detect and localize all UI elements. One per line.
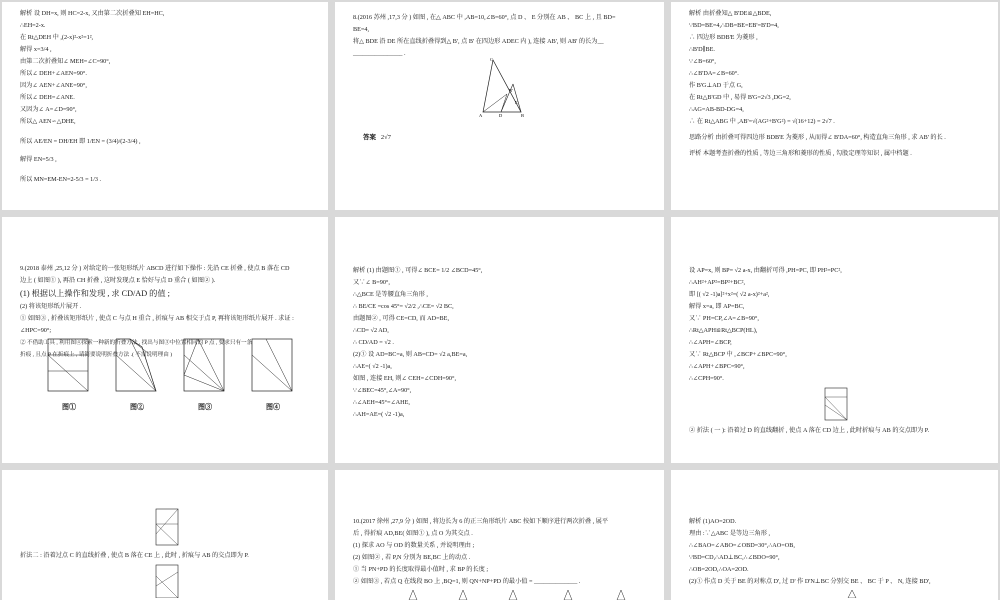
solution-line: ∴ 四边形 BDB'E 为菱形 , [689,34,758,41]
rectangle-figure [817,385,857,425]
analysis-line: 思路分析 由折叠可得四边形 BDB'E 为菱形 , 从而得∠ B'DA=60°, 构造直角三角形 , 求 AB' 的长 . [689,134,946,141]
solution-line: 理由 :∵△ABC 是等边三角形 , [689,530,771,537]
solution-line: ∵∠BEC=45°,∠A=90°, [353,387,412,394]
solution-line: 解析 由折叠知△ B'DE≌△BDE, [689,10,772,17]
question-line: (1) 根据以上操作和发现 , 求 CD/AD 的值 ; [20,289,170,298]
figure-caption: 图① [62,403,76,411]
solution-line: 所以 AE/EN = DH/EH 即 1/EN = (3/4)/(2-3/4) , [20,138,141,145]
solution-line: ∴ 在 Rt△ABG 中 ,AB'=√(AG²+B'G²) = √(16+12) = 2√7 . [689,118,835,125]
fig-label: A [479,113,483,118]
fig-label: D [499,113,503,118]
question-line: BE=4, [353,26,370,33]
method-note: 折法二 : 沿着过点 C 的直线折叠 , 使点 B 落在 CE 上 , 此时 , 折痕与 AB 的交点即为 P. [20,552,249,559]
solution-line: (2)① 作点 D 关于 BE 的对称点 D', 过 D' 作 D'N⊥BC 分别交 BE 、 BC 于 P 、 N, 连接 BD', [689,578,931,585]
solution-line: 又∵ PH=CP,∠A=∠B=90°, [689,315,759,322]
question-line: ① 当 PN+PD 的长度取得最小值时 , 求 BP 的长度 ; [353,566,489,573]
solution-line: ∴∠B'DA=∠B=60°. [689,70,739,77]
solution-line: 又∵ Rt△BCP 中 ,∠BCP+∠BPC=90°, [689,351,787,358]
page-thumbnail-2[interactable] [335,2,664,210]
page-thumbnail-4[interactable] [2,217,328,463]
solution-line: 所以∠ DEH=∠ANE. [20,94,75,101]
rectangle-figure [44,335,94,397]
solution-line: 设 AP=x, 则 BP= √2 a-x, 由翻折可得 ,PH=PC, 即 PH²=PC², [689,267,842,274]
triangle-figures-row [373,588,663,600]
triangle-figure [837,588,867,598]
solution-line: 由第二次折叠知∠ MEH=∠C=90°, [20,58,111,65]
solution-line: ∴∠APH=∠BCP, [689,339,732,346]
fig-label: B' [509,88,513,93]
rectangle-figure [148,506,188,550]
comment-line: 评析 本题考查折叠的性质 , 等边三角形和菱形的性质 , 勾股定理等知识 , 属中档题 . [689,150,912,157]
question-line: 后 , 得折痕 AD,BE( 如图① ), 点 O 为其交点 . [353,530,473,537]
solution-line: (2)① 设 AD=BC=a, 则 AB=CD= √2 a,BE=a, [353,351,468,358]
answer-label: 答案 [363,134,376,141]
solution-line: ∴△BCE 是等腰直角三角形 , [353,291,428,298]
page-thumbnail-3[interactable] [671,2,998,210]
solution-line: 所以△ AEN∽△DHE, [20,118,76,125]
solution-line: ∵BD=BE=4,∴DB=BE=EB'=B'D=4, [689,22,779,29]
question-line: ∠HPC=90°; [20,327,52,334]
solution-line: ∵∠B=60°, [689,58,716,65]
question-line: 9.(2018 泰州 ,25,12 分 ) 对给定的一张矩形纸片 ABCD 进行如下操作 : 先沿 CE 折叠 , 使点 B 落在 CD [20,265,290,272]
solution-line: ∴AH²+AP²=BP²+BC², [689,279,746,286]
solution-line: ∴OB=2OD,∴OA=2OD. [689,566,749,573]
question-line: ① 如图③ , 折叠该矩形纸片 , 使点 C 与点 H 重合 , 折痕与 AB 相交于点 P, 再将该矩形纸片展开 . 求证 : [20,315,294,322]
solution-line: 解得 x=3/4 , [20,46,52,53]
figure-3 [180,335,230,412]
question-line: 边上 ( 如图① ), 再沿 CH 折叠 , 这时发现点 E 恰好与点 D 重合 ( 如图② ). [20,277,216,284]
solution-line: ∴ BE/CE =cos 45°= √2/2 ,∴CE= √2 BC, [353,303,454,310]
solution-line: ∵BD=CD,∴AD⊥BC,∴∠BDO=90°, [689,554,780,561]
page-thumbnail-7[interactable] [2,470,328,600]
solution-line: 解得 EN=5/3 , [20,156,57,163]
page-thumbnail-9[interactable] [671,470,998,600]
page-thumbnail-5[interactable] [335,217,664,463]
figure-4 [248,335,298,412]
fig-label: E [515,100,518,105]
triangle-figure [471,56,541,118]
solution-line: ∴EH=2-x. [20,22,46,29]
question-line: (2) 如图② , 若 P,N 分别为 BE,BC 上的动点 . [353,554,471,561]
question-line: (1) 探求 AO 与 OD 的数量关系 , 并说明理由 ; [353,542,475,549]
page-thumbnail-6[interactable] [671,217,998,463]
figure-caption: 图④ [266,403,280,411]
solution-line: ∴AH=AE=( √2 -1)a, [353,411,405,418]
fig-label: B [521,113,525,118]
question-line: ② 如图③ , 若点 Q 在线段 BO 上 ,BQ=1, 则 QN+NP+PD 的最小值 = ______________ . [353,578,581,585]
question-line: 8.(2016 苏州 ,17,3 分 ) 如图 , 在△ ABC 中 ,AB=10,∠B=60°, 点 D 、 E 分别在 AB 、 BC 上 , 且 BD= [353,14,616,21]
solution-line: ∴Rt△APH≌Rt△BCP(HL), [689,327,758,334]
figure-1 [44,335,94,412]
solution-line: 作 B'G⊥AD 于点 G, [689,82,743,89]
solution-line: 又∵∠ B=90°, [353,279,390,286]
solution-line: ∴B'D∥BE. [689,46,715,53]
solution-line: 在 Rt△DEH 中 ,(2-x)²-x²=1², [20,34,94,41]
figure-caption: 图③ [198,403,212,411]
solution-line: ∴∠APH+∠BPC=90°, [689,363,745,370]
solution-line: 在 Rt△B'GD 中 , 易得 B'G=2√3 ,DG=2, [689,94,791,101]
question-line: 10.(2017 徐州 ,27,9 分 ) 如图 , 将边长为 6 的正三角形纸片 ABC 按如下顺序进行两次折叠 , 展平 [353,518,609,525]
solution-line: 解析 (1)AO=2OD. [689,518,737,525]
method-note: ② 折法 ( 一 ): 沿着过 D 的直线翻折 , 使点 A 落在 CD 边上 , 此时折痕与 AB 的交点即为 P. [689,427,930,434]
page-thumbnail-1[interactable] [2,2,328,210]
rectangle-figure [180,335,230,397]
solution-line: ∴CD= √2 AD, [353,327,389,334]
solution-line: 即 [( √2 -1)a]²+x²=( √2 a-x)²+a², [689,291,770,298]
answer-line [363,132,646,141]
rectangle-figure [148,562,188,598]
solution-line: ∴AG=AB-BD-DG=4, [689,106,744,113]
solution-line: 解析 (1) 由题图① , 可得∠ BCE= 1/2 ∠BCD=45°, [353,267,483,274]
solution-line: 解析 设 DH=x, 则 HC=2-x, 又由第二次折叠知 EH=HC, [20,10,165,17]
solution-line: ∴ CD/AD = √2 . [353,339,394,346]
page-thumbnail-8[interactable] [335,470,664,600]
solution-line: ∴AE=( √2 -1)a, [353,363,392,370]
solution-line: ∴∠AEH=45°=∠AHE, [353,399,410,406]
solution-line: 由题图② , 可得 CE=CD, 而 AD=BE, [353,315,450,322]
solution-line: ∴∠CPH=90°. [689,375,724,382]
answer-value: 2√7 [380,134,391,141]
solution-line: 又因为∠ A=∠D=90°, [20,106,77,113]
question-line: (2) 将该矩形纸片展开 . [20,303,82,310]
solution-line: 解得 x=a, 即 AP=BC, [689,303,745,310]
solution-line: 所以 MN=EM-EN=2-5/3 = 1/3 . [20,176,102,183]
question-line: 将△ BDE 沿 DE 所在直线折叠得到△ B', 点 B' 在四边形 ADEC 内 ), 连接 AB', 则 AB' 的长为__ [353,38,604,45]
fig-label: C [490,57,494,62]
solution-line: 如图 , 连接 EH, 则∠ CEH=∠CDH=90°, [353,375,457,382]
solution-line: 所以∠ DEH+∠AEN=90°. [20,70,87,77]
solution-line: ∴∠BAO=∠ABO=∠OBD=30°,∴AO=OB, [689,542,795,549]
solution-line: 因为∠ AEN+∠ANE=90°, [20,82,87,89]
rectangle-figure [112,335,162,397]
question-line: ________________ . [353,50,406,57]
question-line: ② 不借助工具 , 利用图④探索一种新的折叠方法 , 找出与图③中位置相同的 P 点 , 要求只有一条 [20,340,253,346]
rectangle-figure [248,335,298,397]
figure-caption: 图② [130,403,144,411]
question-line: 折痕 , 且点 P 在折痕上 , 请简要说明折叠方法 .( 不需说明理由 ) [20,352,173,358]
figure-2 [112,335,162,412]
